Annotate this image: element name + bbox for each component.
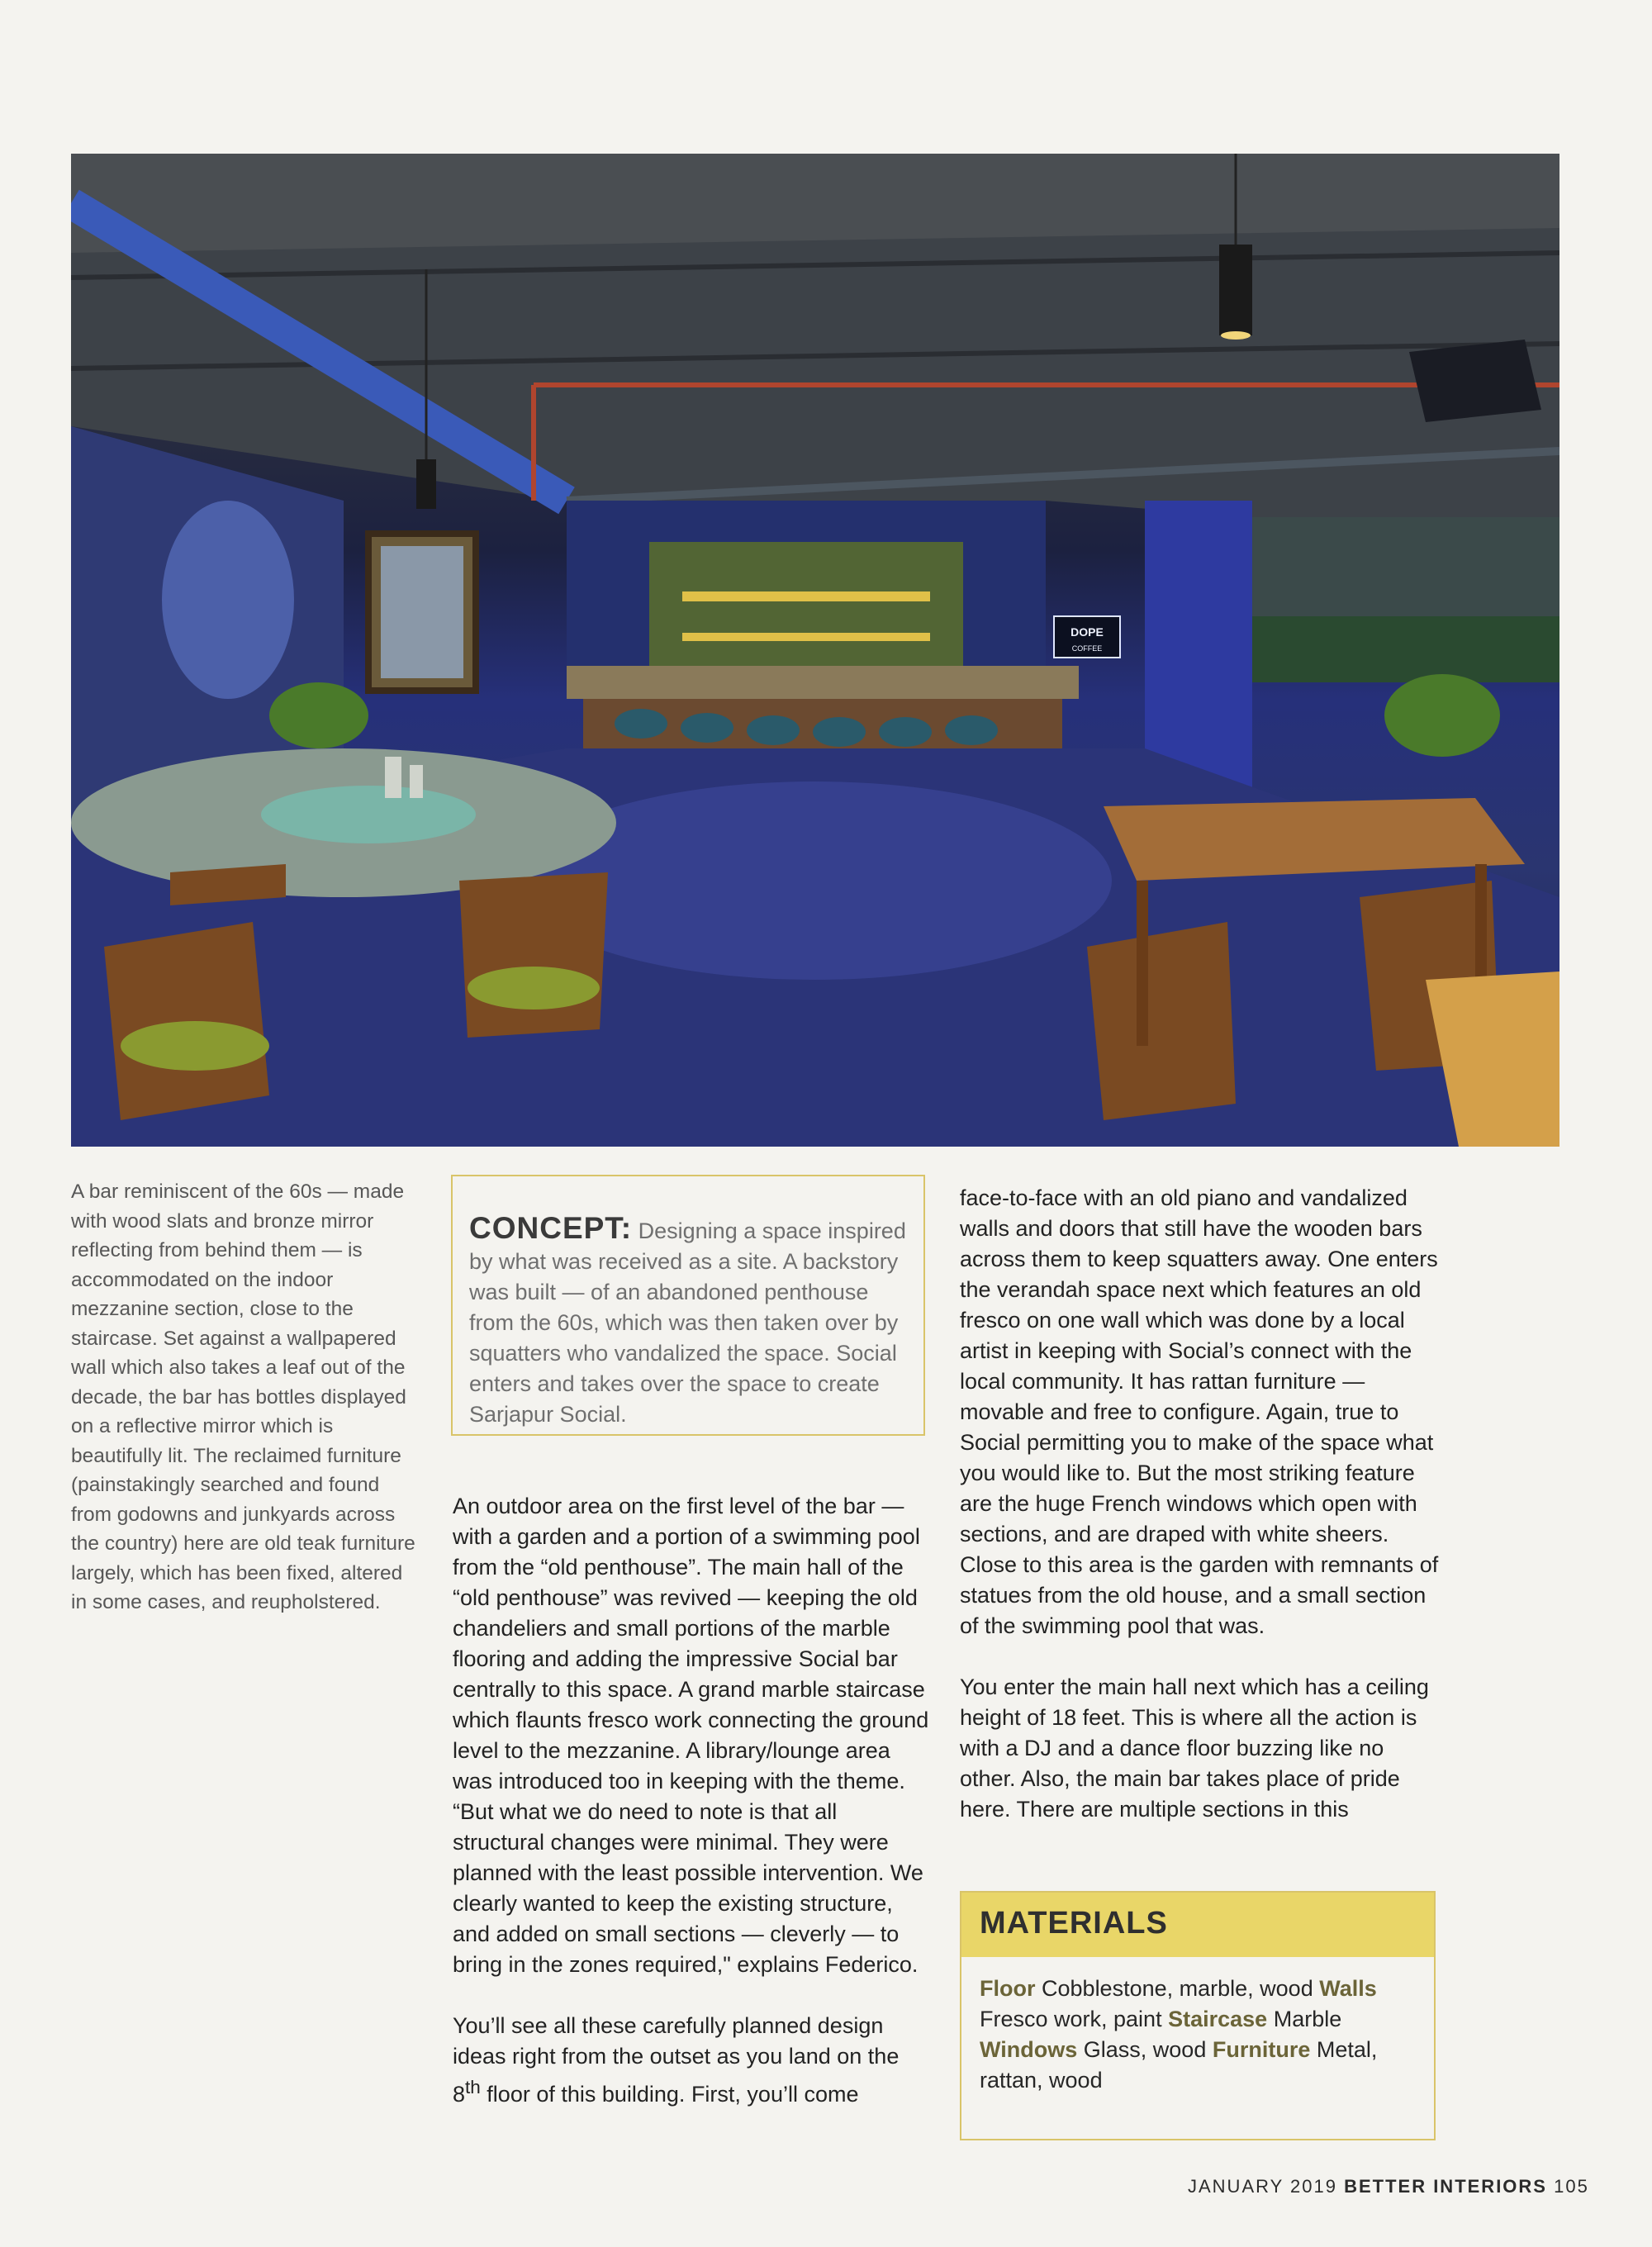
neon-sign-text: DOPE: [1070, 625, 1104, 639]
material-key: Floor: [980, 1976, 1036, 2001]
material-value: Metal, rattan, wood: [980, 2037, 1378, 2093]
concept-box: [451, 1175, 925, 1436]
body-column-middle: [453, 1491, 932, 2140]
page-number: 105: [1554, 2176, 1589, 2197]
materials-title: MATERIALS: [961, 1893, 1434, 1957]
material-key: Furniture: [1212, 2037, 1311, 2062]
bar-interior-illustration: [71, 154, 1559, 1147]
materials-list: [961, 1957, 1434, 2096]
paragraph-text: floor of this building. First, you’ll come: [480, 2082, 859, 2107]
material-value: Marble: [1273, 2007, 1342, 2031]
speaker: [1409, 340, 1541, 422]
mural-face: [162, 501, 294, 699]
body-paragraph: [453, 2011, 932, 2110]
bar-counter: [567, 666, 1079, 699]
bar-shelves: [649, 542, 963, 666]
neon-sign-subtext: COFFEE: [1071, 644, 1103, 653]
material-value: Glass, wood: [1083, 2037, 1207, 2062]
body-paragraph: You enter the main hall next which has a ceiling height of 18 feet. This is where all the action is with a DJ and a dance floor buzzing like no other. Also, the main bar takes place of pride here. There are multiple sections in this: [960, 1675, 1429, 1822]
ordinal-suffix: th: [465, 2077, 481, 2097]
material-key: Windows: [980, 2037, 1078, 2062]
concept-text: Designing a space inspired by what was received as a site. A backstory was built — of an abandoned penthouse from the 60s, which was then taken over by squatters who vandalized the space. Social enters and takes over the space to create Sarjapur Social.: [469, 1219, 906, 1427]
issue-date: JANUARY 2019: [1188, 2176, 1337, 2197]
body-column-right: [960, 1183, 1439, 1855]
photo-caption: A bar reminiscent of the 60s — made with wood slats and bronze mirror reflecting from behind them — is accommodated on the indoor mezzanine section, close to the staircase. Set against a wallpapered wall which also takes a leaf out of the decade, the bar has bottles displayed on a reflective mirror which is beautifully lit. The reclaimed furniture (painstakingly searched and found from godowns and junkyards across the country) here are old teak furniture largely, which has been fixed, altered in some cases, and reupholstered.: [71, 1181, 415, 1613]
materials-box: [960, 1891, 1436, 2140]
body-paragraph: An outdoor area on the first level of the bar — with a garden and a portion of a swimming pool from the “old penthouse”. The main hall of the “old penthouse” was revived — keeping the old chandeliers and small portions of the marble flooring and adding the impressive Social bar centrally to this space. A grand marble staircase which flaunts fresco work connecting the ground level to the mezzanine. A library/lounge area was introduced too in keeping with the theme. “But what we do need to note is that all structural changes were minimal. They were planned with the least possible intervention. We clearly wanted to keep the existing structure, and added on small sections — cleverly — to bring in the zones required," explains Federico.: [453, 1494, 929, 1977]
page-footer: [1188, 2176, 1589, 2197]
bar-interior-photo: [71, 154, 1559, 1147]
magazine-name: BETTER INTERIORS: [1344, 2176, 1547, 2197]
material-key: Staircase: [1168, 2007, 1268, 2031]
material-value: Fresco work, paint: [980, 2007, 1162, 2031]
paragraph-text: You’ll see all these carefully planned design ideas right from the outset as you land on the 8: [453, 2013, 900, 2107]
material-key: Walls: [1319, 1976, 1377, 2001]
body-paragraph: face-to-face with an old piano and vandalized walls and doors that still have the wooden bars across them to keep squatters away. One enters the verandah space next which features an old fresco on one wall which was done by a local artist in keeping with Social’s connect with the local community. It has rattan furniture — movable and free to configure. Again, true to Social permitting you to make of the space what you would like to. But the most striking feature are the huge French windows which open with sections, and are draped with white sheers. Close to this area is the garden with remnants of statues from the old house, and a small section of the swimming pool that was.: [960, 1185, 1439, 1638]
material-value: Cobblestone, marble, wood: [1042, 1976, 1313, 2001]
pendant-light: [1219, 245, 1252, 335]
concept-label: CONCEPT:: [469, 1211, 633, 1245]
